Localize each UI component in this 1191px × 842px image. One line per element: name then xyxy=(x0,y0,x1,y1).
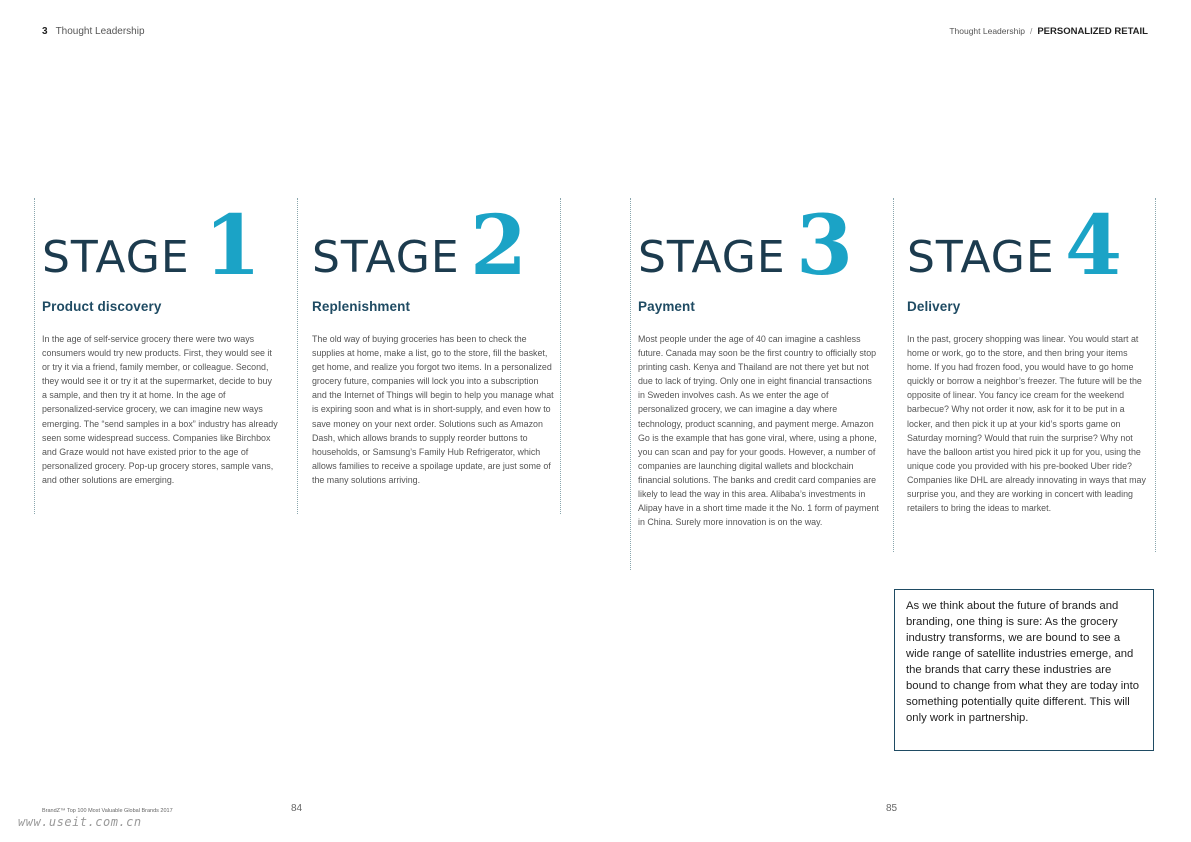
stage-word: STAGE xyxy=(312,232,460,283)
page-number-right: 85 xyxy=(886,803,898,814)
watermark: www.useit.com.cn xyxy=(18,815,142,829)
stage-number: 2 xyxy=(470,198,528,295)
stage-title: Replenishment xyxy=(312,299,411,314)
column-divider xyxy=(297,198,298,514)
breadcrumb-separator: / xyxy=(1029,26,1033,36)
header-left xyxy=(42,26,145,37)
breadcrumb xyxy=(949,26,1148,37)
column-divider xyxy=(1155,198,1156,552)
stage-column-3 xyxy=(638,200,878,529)
column-divider xyxy=(560,198,561,514)
stage-word: STAGE xyxy=(638,232,786,283)
page-section-number: 3 xyxy=(42,26,48,37)
stage-column-1 xyxy=(42,200,282,487)
stage-heading xyxy=(42,198,282,295)
stage-column-4 xyxy=(907,200,1147,515)
stage-word: STAGE xyxy=(42,232,190,283)
stage-title: Product discovery xyxy=(42,299,162,314)
stage-heading xyxy=(907,198,1147,295)
stage-body: Most people under the age of 40 can imagine a cashless future. Canada may soon be the first country to officially stop printing cash. Kenya and Thailand are not there yet but not due to lack of trying. Only one in eight financial transactions in Sweden involves cash. As we enter the age of personalized grocery, we can imagine a day where technology, product scanning, and payment merge. Amazon Go is the example that has gone viral, where, using a phone, you can scan and pay for your goods. However, a number of companies are launching digital wallets and blockchain financial solutions. The banks and credit card companies are likely to lead the way in this area. Alibaba’s investments in Alipay have in a short time made it the No. 1 form of payment in China. Surely more innovation is on the way. xyxy=(638,334,879,528)
stage-number: 4 xyxy=(1065,198,1123,295)
column-divider xyxy=(893,198,894,552)
stage-title: Delivery xyxy=(907,299,961,314)
stage-title: Payment xyxy=(638,299,695,314)
stage-heading xyxy=(638,198,878,295)
page-number-left: 84 xyxy=(291,803,303,814)
stage-body: In the past, grocery shopping was linear. You would start at home or work, go to the store, and then bring your items home. If you had frozen food, you would have to go home quickly or borrow a neighbor’s freezer. The future will be the opposite of linear. You fancy ice cream for the weekend barbecue? Why not order it now, ask for it to be put in a locker, and then pick it up at your kid’s sports game on Saturday morning? Would that ruin the surprise? Why not have the balloon artist you hired pick it up for you, using the unique code you provided with his pre-booked Uber ride? Companies like DHL are already innovating in ways that may surprise you, and they are working in concert with leading retailers to bring the ideas to market. xyxy=(907,334,1146,514)
column-divider xyxy=(630,198,631,570)
pull-quote: As we think about the future of brands and branding, one thing is sure: As the grocery industry transforms, we are bound to see a wide range of satellite industries emerge, and the brands that carry these industries are bound to change from what they are today into something potentially quite different. This will only work in partnership. xyxy=(894,589,1154,751)
footer-brand-line: BrandZ™ Top 100 Most Valuable Global Brands 2017 xyxy=(42,808,173,814)
stage-number: 1 xyxy=(204,198,262,295)
stage-body: The old way of buying groceries has been to check the supplies at home, make a list, go to the store, fill the basket, get home, and realize you forgot two items. In a personalized grocery future, companies will lock you into a subscription and the Internet of Things will begin to help you manage what is expiring soon and what is in short-supply, and even how to save money on your next order. Solutions such as Amazon Dash, which allows brands to supply reorder buttons to households, or Samsung’s Family Hub Refrigerator, which allows families to receive a spoilage update, are just some of the many solutions arriving. xyxy=(312,334,554,485)
stage-column-2 xyxy=(312,200,552,487)
stage-number: 3 xyxy=(796,198,854,295)
stage-word: STAGE xyxy=(907,232,1055,283)
section-label: Thought Leadership xyxy=(55,26,145,37)
column-divider xyxy=(34,198,35,514)
breadcrumb-section: Thought Leadership xyxy=(949,26,1025,36)
stage-heading xyxy=(312,198,552,295)
stage-body: In the age of self-service grocery there were two ways consumers would try new products. First, they would see it or try it via a friend, family member, or colleague. Second, they would see it or try it at the supermarket, decide to buy a sample, and then try it at home. In the age of personalized-service grocery, we can imagine new ways emerging. The “send samples in a box” industry has already seen some widespread success. Companies like Birchbox and Graze would not have existed prior to the age of personalized grocery. Pop-up grocery stores, sample vans, and other solutions are emerging. xyxy=(42,334,278,485)
breadcrumb-topic: PERSONALIZED RETAIL xyxy=(1037,26,1148,37)
